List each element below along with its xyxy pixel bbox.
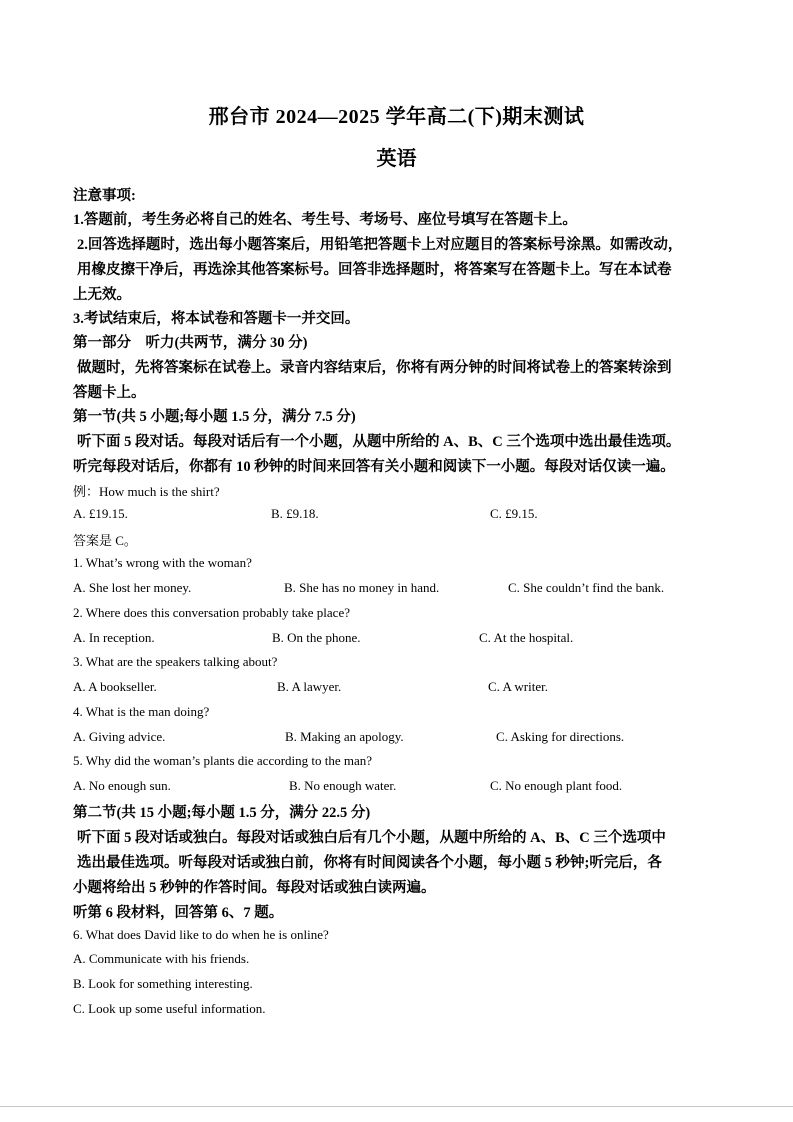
example-option-b: B. £9.18. [271,506,319,521]
question-3-option-a: A. A bookseller. [73,679,157,694]
question-3-option-b: B. A lawyer. [277,679,342,694]
question-6-option-c: C. Look up some useful information. [73,1001,266,1016]
question-6-option-b: B. Look for something interesting. [73,976,253,991]
note-2-line-2: 用橡皮擦干净后，再选涂其他答案标号。回答非选择题时，将答案写在答题卡上。写在本试卷 [77,262,672,278]
page-bottom-divider [0,1106,793,1107]
section2-heading: 第二节(共 15 小题;每小题 1.5 分，满分 22.5 分) [73,805,371,821]
question-6-option-a: A. Communicate with his friends. [73,951,250,966]
question-4-option-b: B. Making an apology. [285,729,404,744]
question-1-option-b: B. She has no money in hand. [284,580,440,595]
question-2-option-a: A. In reception. [73,630,155,645]
question-4-option-a: A. Giving advice. [73,729,166,744]
part1-heading: 第一部分 听力(共两节，满分 30 分) [73,335,308,351]
subject-title: 英语 [376,148,417,170]
question-2: 2. Where does this conversation probably take place? [73,605,350,620]
example-option-a: A. £19.15. [73,506,128,521]
material-6-heading: 听第 6 段材料，回答第 6、7 题。 [73,905,284,921]
question-1: 1. What’s wrong with the woman? [73,555,252,570]
question-5-option-a: A. No enough sun. [73,778,171,793]
exam-title: 邢台市 2024—2025 学年高二(下)期末测试 [208,106,585,128]
part1-intro-line-1: 做题时，先将答案标在试卷上。录音内容结束后，你将有两分钟的时间将试卷上的答案转涂到 [77,360,672,376]
question-1-option-c: C. She couldn’t find the bank. [508,580,665,595]
section1-intro-line-1: 听下面 5 段对话。每段对话后有一个小题，从题中所给的 A、B、C 三个选项中选出最佳选项。 [77,434,681,450]
example-question: 例：How much is the shirt? [73,484,220,499]
question-1-option-a: A. She lost her money. [73,580,192,595]
note-2-line-3: 上无效。 [73,287,131,303]
section1-intro-line-2: 听完每段对话后，你都有 10 秒钟的时间来回答有关小题和阅读下一小题。每段对话仅读一遍。 [73,459,675,475]
question-5-option-c: C. No enough plant food. [490,778,623,793]
question-4-option-c: C. Asking for directions. [496,729,625,744]
question-4: 4. What is the man doing? [73,704,210,719]
question-5: 5. Why did the woman’s plants die according to the man? [73,753,373,768]
example-answer: 答案是 C。 [73,533,137,548]
question-3-option-c: C. A writer. [488,679,548,694]
note-2-line-1: 2.回答选择题时，选出每小题答案后，用铅笔把答题卡上对应题目的答案标号涂黑。如需改动， [77,237,683,253]
note-3: 3.考试结束后，将本试卷和答题卡一并交回。 [73,311,360,327]
section2-intro-line-3: 小题将给出 5 秒钟的作答时间。每段对话或独白读两遍。 [73,880,436,896]
example-option-c: C. £9.15. [490,506,538,521]
question-2-option-c: C. At the hospital. [479,630,574,645]
part1-intro-line-2: 答题卡上。 [73,385,146,401]
section1-heading: 第一节(共 5 小题;每小题 1.5 分，满分 7.5 分) [73,409,356,425]
note-1: 1.答题前，考生务必将自己的姓名、考生号、考场号、座位号填写在答题卡上。 [73,212,577,228]
question-2-option-b: B. On the phone. [272,630,361,645]
notes-heading: 注意事项: [73,188,136,204]
question-5-option-b: B. No enough water. [289,778,397,793]
section2-intro-line-1: 听下面 5 段对话或独白。每段对话或独白后有几个小题，从题中所给的 A、B、C 三个选项中 [77,830,666,846]
question-6: 6. What does David like to do when he is online? [73,927,329,942]
question-3: 3. What are the speakers talking about? [73,654,278,669]
section2-intro-line-2: 选出最佳选项。听每段对话或独白前，你将有时间阅读各个小题，每小题 5 秒钟;听完后，各 [77,855,662,871]
